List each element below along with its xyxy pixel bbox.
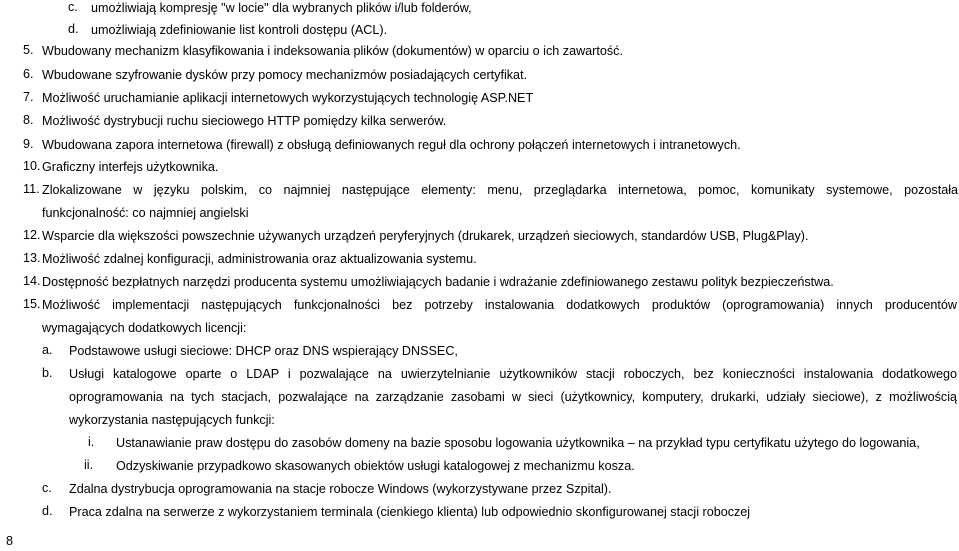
list-item-text: Możliwość implementacji następujących funkcjonalności bez potrzeby instalowania dodatkowych produktów (oprogramowania) innych producentów — [42, 298, 957, 312]
list-item-text: Wsparcie dla większości powszechnie używanych urządzeń peryferyjnych (drukarek, urządzeń sieciowych, standardów USB, Plug&Play). — [42, 229, 809, 243]
list-label: 13. — [23, 251, 41, 265]
list-item-text: Zdalna dystrybucja oprogramowania na stacje robocze Windows (wykorzystywane przez Szpital). — [69, 482, 612, 496]
list-item-text: Odzyskiwanie przypadkowo skasowanych obiektów usługi katalogowej z mechanizmu kosza. — [116, 459, 635, 473]
page-number: 8 — [6, 534, 14, 548]
list-label: d. — [68, 22, 79, 36]
list-item-text: Ustanawianie praw dostępu do zasobów domeny na bazie sposobu logowania użytkownika – na przykład typu certyfikatu użytego do logowania, — [116, 436, 920, 450]
list-item-text: Usługi katalogowe oparte o LDAP i pozwalające na uwierzytelnianie użytkowników stacji roboczych, bez konieczności instalowania dodatkowego — [69, 367, 957, 381]
list-label: 8. — [23, 113, 34, 127]
list-item-text: Możliwość uruchamianie aplikacji internetowych wykorzystujących technologię ASP.NET — [42, 91, 534, 105]
list-label: a. — [42, 343, 53, 357]
list-item-text-continued: wymagających dodatkowych licencji: — [42, 321, 247, 335]
list-label: 6. — [23, 67, 34, 81]
list-label: 10. — [23, 159, 41, 173]
list-item-text: Zlokalizowane w języku polskim, co najmniej następujące elementy: menu, przeglądarka internetowa, pomoc, komunikaty systemowe, pozostała — [42, 183, 958, 197]
list-label: 12. — [23, 228, 41, 242]
list-label: 11. — [23, 182, 40, 196]
list-label: c. — [68, 0, 78, 14]
list-item-text: umożliwiają zdefiniowanie list kontroli dostępu (ACL). — [91, 23, 388, 37]
list-item-text-continued: wykorzystania następujących funkcji: — [69, 413, 275, 427]
list-label: d. — [42, 504, 53, 518]
list-item-text: Wbudowana zapora internetowa (firewall) z obsługą definiowanych reguł dla ochrony połączeń internetowych i intranetowych. — [42, 138, 741, 152]
list-item-text: umożliwiają kompresję "w locie" dla wybranych plików i/lub folderów, — [91, 1, 472, 15]
list-label: 5. — [23, 43, 34, 57]
list-label: 14. — [23, 274, 41, 288]
list-item-text: Graficzny interfejs użytkownika. — [42, 160, 219, 174]
list-label: 9. — [23, 137, 34, 151]
list-label: c. — [42, 481, 52, 495]
list-label: 15. — [23, 297, 41, 311]
list-label: i. — [88, 435, 95, 449]
list-label: ii. — [84, 458, 94, 472]
list-item-text: Dostępność bezpłatnych narzędzi producenta systemu umożliwiających badanie i wdrażanie zdefiniowanego zestawu polityk bezpieczeństwa. — [42, 275, 834, 289]
list-item-text: Możliwość dystrybucji ruchu sieciowego HTTP pomiędzy kilka serwerów. — [42, 114, 447, 128]
list-label: 7. — [23, 90, 34, 104]
list-item-text: Praca zdalna na serwerze z wykorzystaniem terminala (cienkiego klienta) lub odpowiednio skonfigurowanej stacji roboczej — [69, 505, 751, 519]
list-item-text: Podstawowe usługi sieciowe: DHCP oraz DNS wspierający DNSSEC, — [69, 344, 458, 358]
list-item-text-continued: funkcjonalność: co najmniej angielski — [42, 206, 249, 220]
list-item-text: Wbudowane szyfrowanie dysków przy pomocy mechanizmów posiadających certyfikat. — [42, 68, 528, 82]
list-item-text: Możliwość zdalnej konfiguracji, administrowania oraz aktualizowania systemu. — [42, 252, 477, 266]
list-item-text-continued: oprogramowania na tych stacjach, pozwalające na zarządzanie zasobami w sieci (użytkownicy, komputery, drukarki, udziały sieciowe), z możliwością — [69, 390, 957, 404]
list-label: b. — [42, 366, 53, 380]
list-item-text: Wbudowany mechanizm klasyfikowania i indeksowania plików (dokumentów) w oparciu o ich zawartość. — [42, 44, 623, 58]
